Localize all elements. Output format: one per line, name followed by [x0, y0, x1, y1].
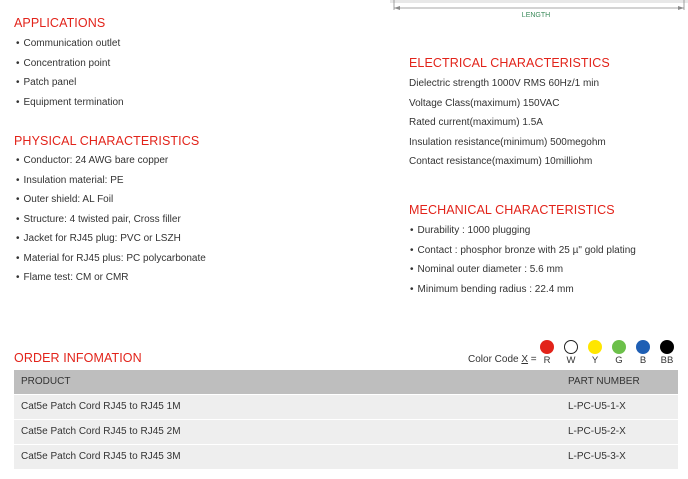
list-item: Dielectric strength 1000V RMS 60Hz/1 min: [409, 78, 600, 89]
physical-heading: PHYSICAL CHARACTERISTICS: [14, 134, 200, 148]
color-code-bb: BB: [660, 355, 674, 366]
color-code-suffix: =: [528, 354, 537, 365]
order-table: [14, 370, 678, 469]
column-header-part-number: PART NUMBER: [568, 376, 640, 387]
list-item: • Material for RJ45 plus: PC polycarbonate: [16, 249, 206, 269]
list-item: • Conductor: 24 AWG bare copper: [16, 151, 206, 171]
table-row: [14, 395, 678, 419]
part-number-cell: L-PC-U5-2-X: [568, 426, 626, 437]
applications-list: [16, 34, 124, 112]
product-cell: Cat5e Patch Cord RJ45 to RJ45 1M: [21, 401, 181, 412]
list-item: • Structure: 4 twisted pair, Cross filler: [16, 210, 206, 230]
table-row: [14, 445, 678, 469]
list-item: • Jacket for RJ45 plug: PVC or LSZH: [16, 229, 206, 249]
color-swatch-b: [636, 340, 650, 354]
list-item: • Minimum bending radius : 22.4 mm: [410, 280, 636, 300]
color-swatch-r: [540, 340, 554, 354]
color-code-g: G: [615, 355, 623, 366]
list-item: • Communication outlet: [16, 34, 124, 54]
physical-list: [16, 151, 206, 288]
color-code-legend: [468, 340, 688, 370]
dimension-drawing: [390, 0, 688, 22]
color-code-b: B: [639, 355, 647, 366]
list-item: Insulation resistance(minimum) 500megohm: [409, 136, 606, 148]
list-item: • Concentration point: [16, 54, 124, 74]
color-code-y: Y: [591, 355, 599, 366]
part-number-cell: L-PC-U5-1-X: [568, 401, 626, 412]
dimension-arrow-right: [678, 6, 684, 10]
list-item: • Patch panel: [16, 73, 124, 93]
list-item: • Contact : phosphor bronze with 25 µ" gold plating: [410, 241, 636, 261]
dimension-label: LENGTH: [521, 12, 551, 19]
color-swatch-w: [564, 340, 578, 354]
part-number-cell: L-PC-U5-3-X: [568, 451, 626, 462]
mechanical-heading: MECHANICAL CHARACTERISTICS: [409, 203, 615, 217]
cable-drawing-fragment: [390, 0, 688, 22]
table-row: [14, 420, 678, 444]
list-item: • Durability : 1000 plugging: [410, 221, 636, 241]
color-code-r: R: [543, 355, 551, 366]
order-heading: ORDER INFOMATION: [14, 351, 142, 365]
table-header-row: [14, 370, 678, 394]
color-swatch-bb: [660, 340, 674, 354]
dimension-arrow-left: [394, 6, 400, 10]
color-code-prefix: Color Code: [468, 354, 522, 365]
electrical-list: [409, 74, 606, 172]
list-item: • Equipment termination: [16, 93, 124, 113]
mechanical-list: [410, 221, 636, 299]
color-code-variable: X: [521, 354, 529, 365]
applications-heading: APPLICATIONS: [14, 16, 106, 30]
list-item: • Nominal outer diameter : 5.6 mm: [410, 260, 636, 280]
list-item: • Outer shield: AL Foil: [16, 190, 206, 210]
electrical-heading: ELECTRICAL CHARACTERISTICS: [409, 56, 610, 70]
list-item: • Insulation material: PE: [16, 171, 206, 191]
color-swatch-g: [612, 340, 626, 354]
product-cell: Cat5e Patch Cord RJ45 to RJ45 2M: [21, 426, 181, 437]
column-header-product: PRODUCT: [21, 376, 71, 387]
color-code-w: W: [566, 355, 576, 366]
list-item: Contact resistance(maximum) 10milliohm: [409, 156, 593, 167]
list-item: Voltage Class(maximum) 150VAC: [409, 97, 560, 109]
drawing-cable-body: [390, 0, 688, 3]
color-code-label: [468, 354, 537, 365]
color-swatch-y: [588, 340, 602, 354]
product-cell: Cat5e Patch Cord RJ45 to RJ45 3M: [21, 451, 181, 462]
list-item: • Flame test: CM or CMR: [16, 268, 206, 288]
list-item: Rated current(maximum) 1.5A: [409, 117, 543, 128]
